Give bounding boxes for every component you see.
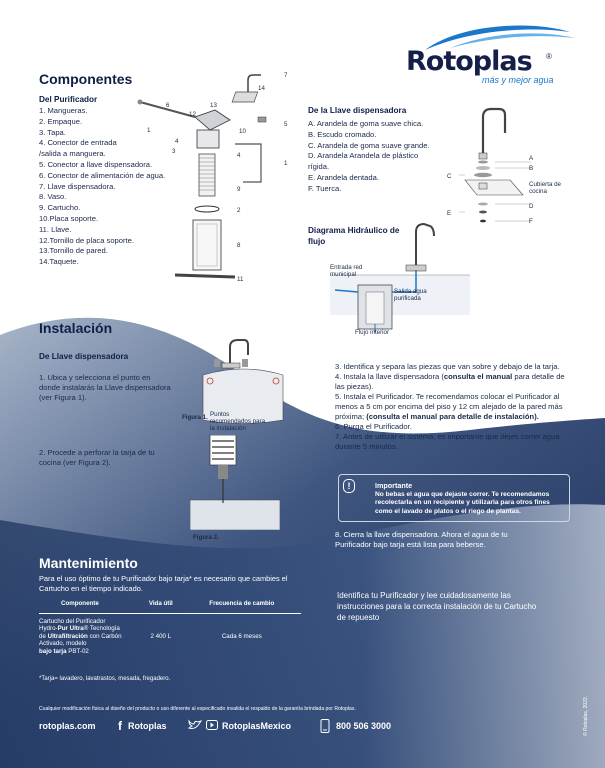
mantenimiento-intro: Para el uso óptimo de tu Purificador bajo tarja* es necesario que cambies el Cartucho en el tiempo indicado. xyxy=(39,574,288,593)
purificador-part-item: 14.Taquete. xyxy=(39,257,79,267)
purificador-part-item: 8. Vaso. xyxy=(39,192,67,202)
label-c: C xyxy=(447,173,452,180)
social-label: RotoplasMexico xyxy=(222,721,292,731)
purificador-heading: Del Purificador xyxy=(39,95,98,104)
purificador-part-item: 9. Cartucho. xyxy=(39,203,81,213)
brand-tagline: más y mejor agua xyxy=(482,75,554,85)
step-2: 2. Procede a perforar la tarja de tu cocina (ver Figura 2). xyxy=(39,448,155,467)
figure-2-drill-diagram xyxy=(190,435,280,530)
figure-2-caption: Figura 2. xyxy=(193,534,219,541)
col-componente: Componente xyxy=(61,600,99,607)
llave-part-item: C. Arandela de goma suave grande. xyxy=(308,140,430,150)
instalacion-subheading: De Llave dispensadora xyxy=(39,352,129,361)
purificador-part-item: 12.Tornillo de placa soporte. xyxy=(39,235,134,245)
llave-part-item: B. Escudo cromado. xyxy=(308,129,377,139)
purificador-part-item: 5. Conector a llave dispensadora. xyxy=(39,159,153,169)
figure-1-caption: Figura 1. xyxy=(182,414,208,421)
label-d: D xyxy=(529,203,534,210)
purificador-part-item: 4. Conector de entrada xyxy=(39,138,117,148)
col-vida: Vida útil xyxy=(148,600,173,607)
phone-link[interactable] xyxy=(318,718,418,734)
llave-heading: De la Llave dispensadora xyxy=(308,106,407,115)
purificador-callout-number: 5 xyxy=(284,121,288,128)
hydraulic-flow-diagram xyxy=(330,220,470,340)
purificador-callout-number: 12 xyxy=(189,111,196,118)
rotoplas-logo xyxy=(400,22,600,92)
purificador-part-item: 6. Conector de alimentación de agua. xyxy=(39,170,166,180)
disclaimer: Cualquier modificación física al diseño del producto o uso diferente al especificado invalida el respaldo de la garantía brindada por Rotoplas. xyxy=(39,706,356,712)
label-cubierta: Cubierta de cocina xyxy=(529,181,561,195)
purificador-callout-number: 11 xyxy=(237,276,244,283)
hidraulico-heading: Diagrama Hidráulico de flujo xyxy=(308,226,400,246)
purificador-part-item: /salida a manguera. xyxy=(39,149,106,159)
step-8: 8. Cierra la llave dispensadora. Ahora el agua de tu Purificador bajo tarja está lista para beberse. xyxy=(335,530,508,549)
flujo-label: Flujo interior xyxy=(355,329,390,336)
brand-name: Rotoplas xyxy=(406,46,532,77)
cell-frecuencia: Cada 6 meses xyxy=(221,633,262,641)
purificador-callout-number: 7 xyxy=(284,72,288,79)
section-title-instalacion: Instalación xyxy=(39,320,113,336)
llave-part-item: rígida. xyxy=(308,162,330,172)
site-link[interactable]: rotoplas.com xyxy=(39,721,96,731)
phone-icon xyxy=(318,719,332,733)
registered-mark: ® xyxy=(546,52,552,61)
llave-part-item: A. Arandela de goma suave chica. xyxy=(308,119,424,128)
phone-label: 800 506 3000 xyxy=(336,721,392,731)
purificador-callout-number: 4 xyxy=(175,138,179,145)
warning-icon: ! xyxy=(343,479,355,493)
important-text: No bebas el agua que dejaste correr. Te recomendamos recolectarla en un recipiente y utilizarla para otros fines como el lavado de platos o el riego de plantas. xyxy=(375,491,550,515)
facebook-label: Rotoplas xyxy=(128,721,167,731)
copyright: © Rotoplas, 2023. xyxy=(583,695,589,736)
social-link[interactable] xyxy=(188,718,303,734)
cell-vida: 2 400 L xyxy=(150,633,172,641)
purificador-part-item: 13.Tornillo de pared. xyxy=(39,246,108,256)
entrada-label: Entrada red municipal xyxy=(330,264,363,278)
section-title-componentes: Componentes xyxy=(39,71,133,87)
youtube-icon xyxy=(206,720,218,730)
purificador-callout-number: 3 xyxy=(172,148,176,155)
salida-label: Salida agua purificada xyxy=(394,288,427,302)
purificador-callout-number: 13 xyxy=(210,102,217,109)
purificador-part-item: 2. Empaque. xyxy=(39,116,83,126)
llave-part-item: D. Arandela Arandela de plástico xyxy=(308,151,419,161)
llave-part-item: F. Tuerca. xyxy=(308,183,342,193)
label-b: B xyxy=(529,165,534,172)
twitter-icon xyxy=(188,719,202,731)
section-title-mantenimiento: Mantenimiento xyxy=(39,555,138,571)
purificador-part-item: 10.Placa soporte. xyxy=(39,213,99,223)
purificador-part-item: 11. Llave. xyxy=(39,224,72,234)
purificador-callout-number: 4 xyxy=(237,152,241,159)
step-4: 4. Instala la llave dispensadora (consulta el manual para detalle de las piezas). xyxy=(335,372,565,391)
important-box xyxy=(338,474,570,522)
col-frecuencia: Frecuencia de cambio xyxy=(209,600,275,607)
purificador-part-item: 1. Mangueras. xyxy=(39,106,88,115)
purificador-callout-number: 10 xyxy=(239,128,246,135)
step-3: 3. Identifica y separa las piezas que van sobre y debajo de la tarja. xyxy=(335,362,560,371)
steps-3-7 xyxy=(335,362,570,452)
important-title: Importante xyxy=(375,481,413,490)
footnote: *Tarja= lavadero, lavatrastos, mesada, fregadero. xyxy=(39,676,171,682)
llave-part-item: E. Arandela dentada. xyxy=(308,172,379,182)
step-5: 5. Instala el Purificador. Te recomendamos colocar el Purificador al menos a 5 cm por encima del piso y 12 cm alejado de la pared más próxima; (consulta el manual para detalle de instalación). xyxy=(335,392,563,421)
purificador-part-item: 7. Llave dispensadora. xyxy=(39,181,116,191)
faucet-exploded-diagram xyxy=(455,105,535,230)
llave-parts-list xyxy=(308,119,430,195)
purificador-callout-number: 8 xyxy=(237,242,241,249)
facebook-icon: f xyxy=(118,719,122,733)
purificador-callout-number: 1 xyxy=(147,127,151,134)
purificador-callout-number: 2 xyxy=(237,207,241,214)
purificador-callout-number: 6 xyxy=(166,102,170,109)
figure-1-note: Puntos recomendados para la instalación xyxy=(210,411,266,432)
step-6: 6. Purga el Purificador. xyxy=(335,422,412,431)
step-7: 7. Antes de utilizar el sistema, es importante que dejes correr agua durante 5 minutos. xyxy=(335,432,560,451)
purificador-callout-number: 9 xyxy=(237,186,241,193)
label-a: A xyxy=(529,155,534,162)
step-1: 1. Ubica y selecciona el punto en donde instalarás la Llave dispensadora (ver Figura 1). xyxy=(39,373,171,402)
cell-componente: Cartucho del Purificador Hydro-Pur Ultra® Tecnología de Ultrafiltración con Carbón Activado, modelo bajo tarja PBT-02 xyxy=(39,618,122,655)
label-e: E xyxy=(447,210,452,217)
purificador-callout-number: 1 xyxy=(284,160,288,167)
label-f: F xyxy=(529,218,533,225)
purificador-part-item: 3. Tapa. xyxy=(39,127,66,137)
maintenance-table xyxy=(39,596,301,659)
purificador-callout-number: 14 xyxy=(258,85,265,92)
identify-text: Identifica tu Purificador y lee cuidadosamente las instrucciones para la correcta instalación de tu Cartucho de repuesto xyxy=(337,591,537,622)
